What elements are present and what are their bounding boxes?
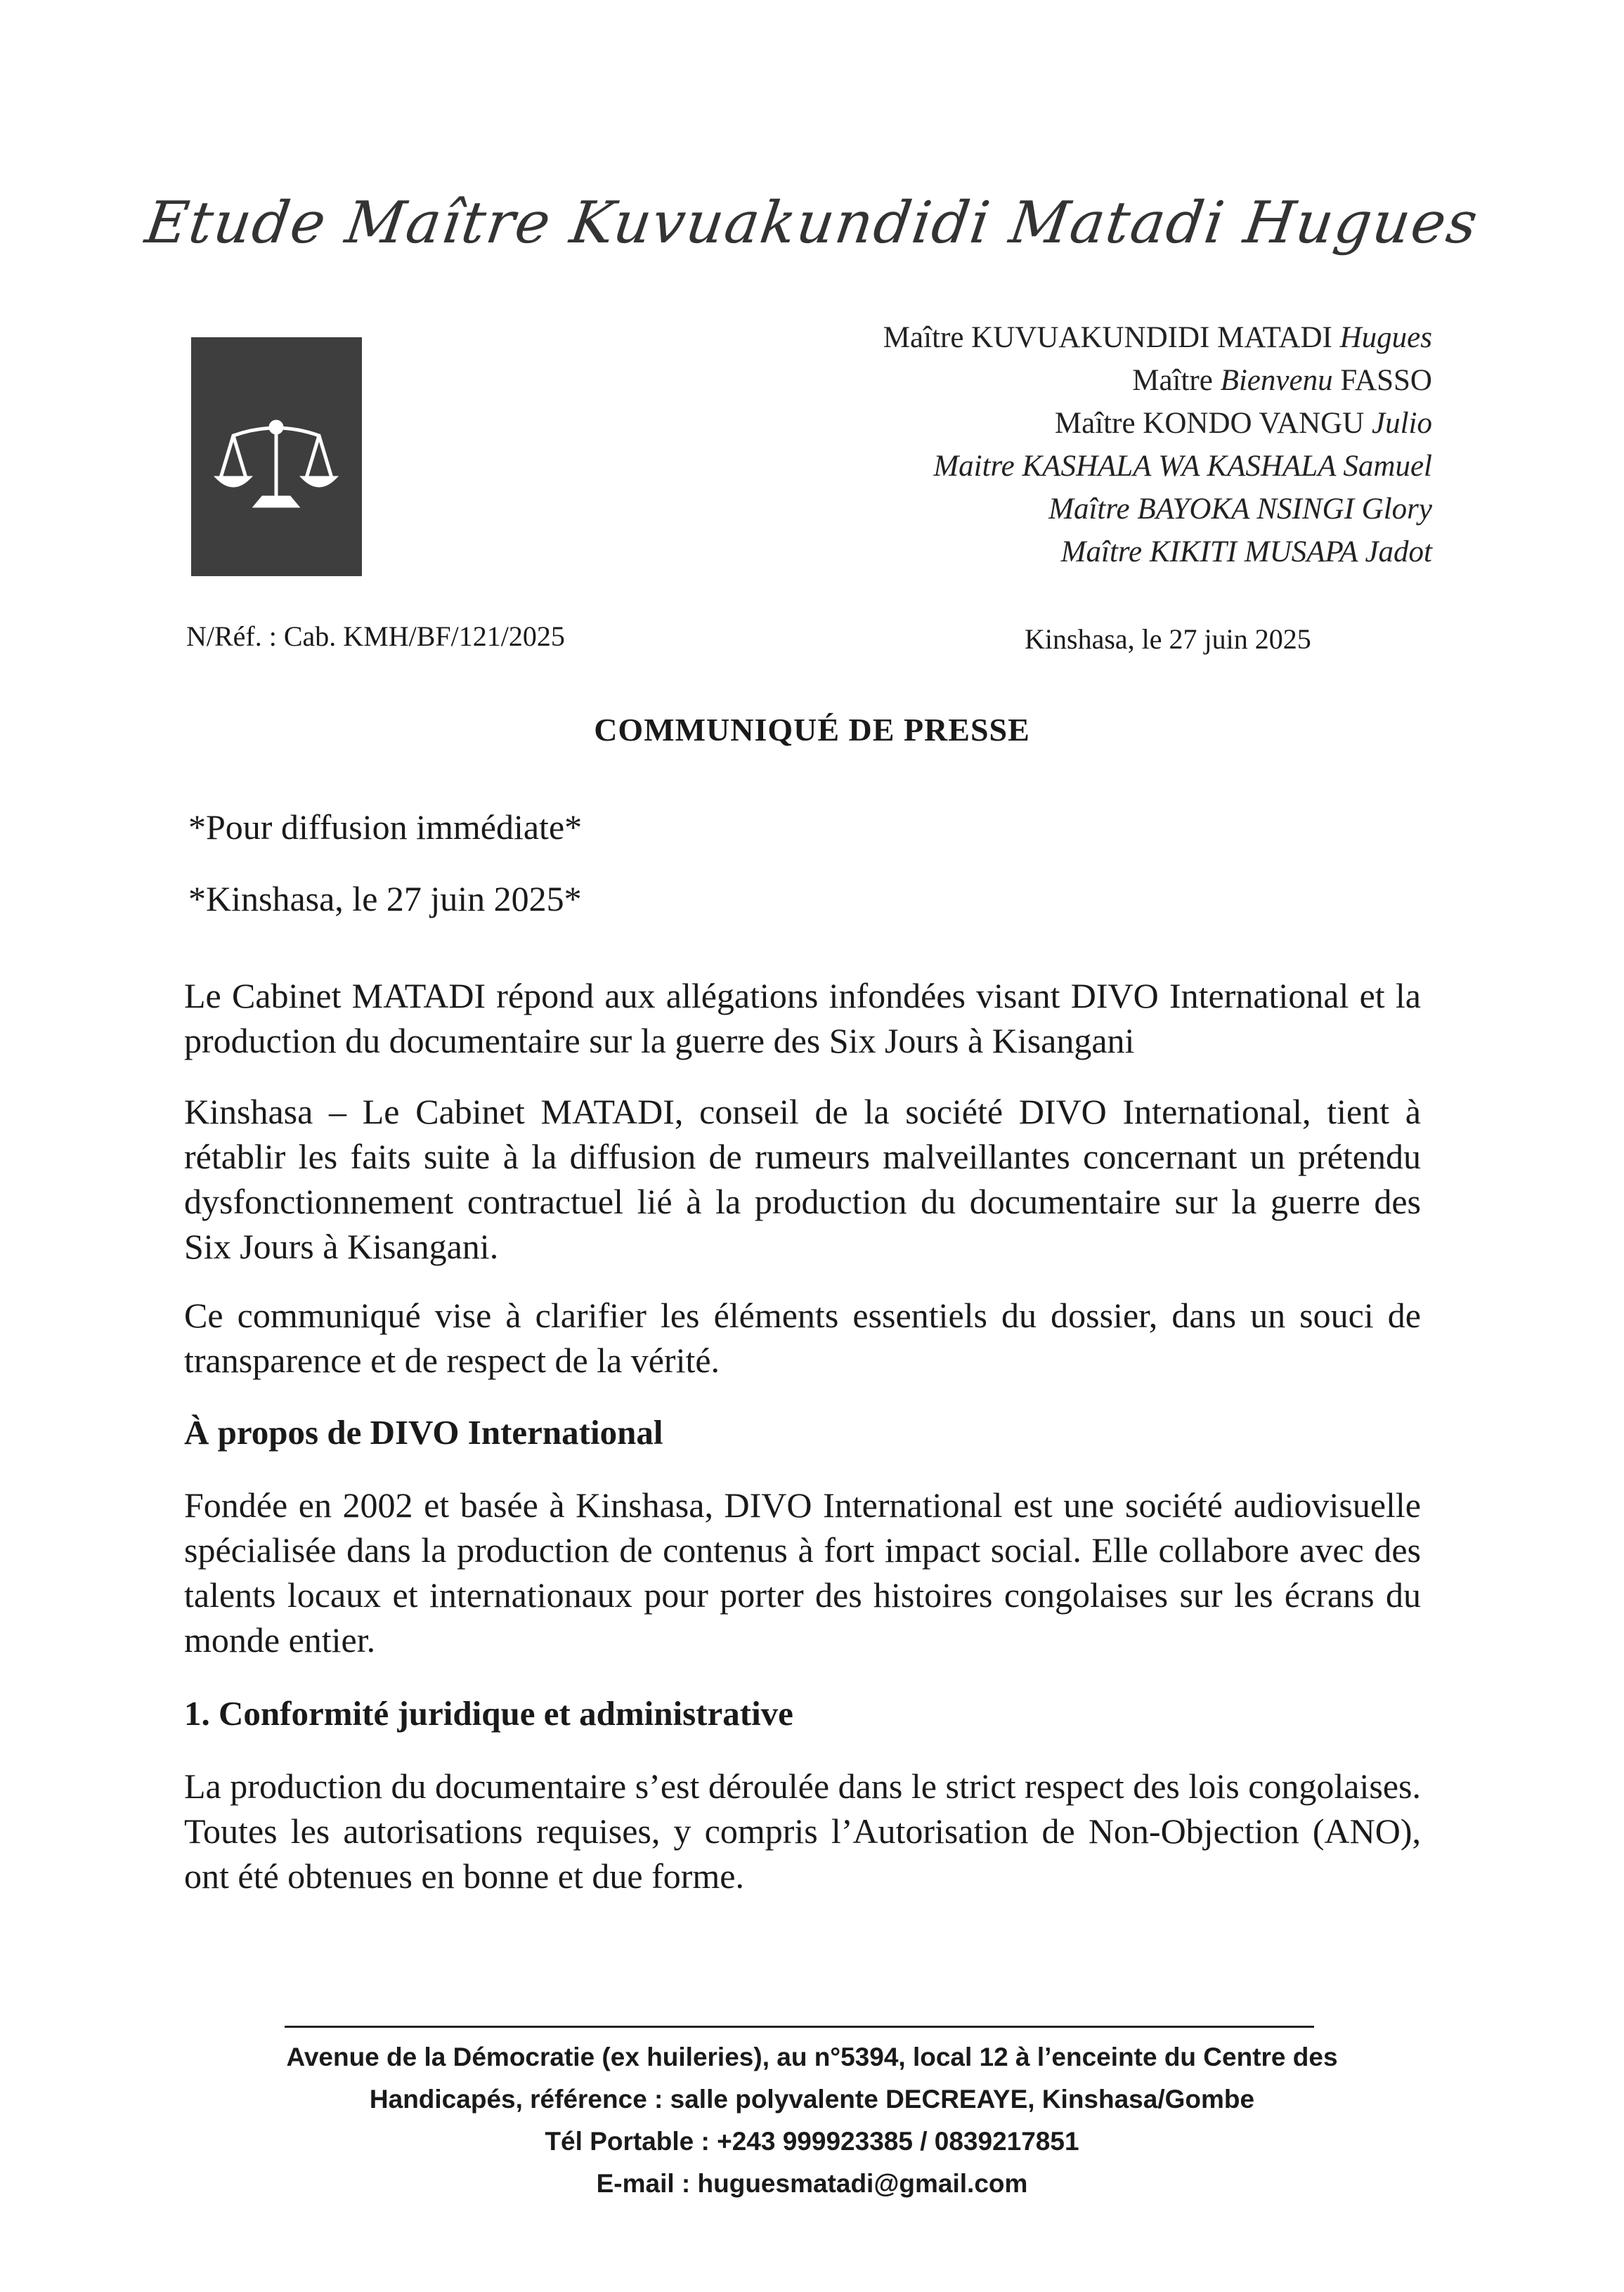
lawyer-title: Maître <box>1060 535 1143 568</box>
lawyer-name: KUVUAKUNDIDI MATADI <box>971 321 1332 354</box>
footer-address-line-2: Handicapés, référence : salle polyvalente DECREAYE, Kinshasa/Gombe <box>369 2085 1255 2114</box>
footer-email: E-mail : huguesmatadi@gmail.com <box>596 2169 1028 2198</box>
lawyer-given-name: Glory <box>1361 493 1432 526</box>
lawyer-2 <box>883 359 1432 402</box>
paragraph-4: La production du documentaire s’est déroulée dans le strict respect des lois congolaises. Toutes les autorisations requises, y compris l’Autorisation de Non-Objection (ANO), ont été obtenues en bonne et due forme. <box>184 1766 1421 1896</box>
scales-of-justice-icon <box>191 337 362 576</box>
lawyer-1 <box>883 316 1432 359</box>
lawyer-5 <box>883 488 1432 530</box>
place-date: Kinshasa, le 27 juin 2025 <box>1025 623 1311 655</box>
paragraph-2: Ce communiqué vise à clarifier les éléments essentiels du dossier, dans un souci de transparence et de respect de la vérité. <box>184 1296 1421 1380</box>
reference-number: N/Réf. : Cab. KMH/BF/121/2025 <box>186 620 565 652</box>
lawyer-given-name: Samuel <box>1343 450 1432 483</box>
lawyer-name: KIKITI MUSAPA <box>1149 535 1358 568</box>
firm-name: Etude Maître Kuvuakundidi Matadi Hugues <box>141 190 1483 256</box>
firm-logo <box>191 337 362 576</box>
lawyer-title: Maître <box>1132 364 1213 397</box>
lawyer-name: KONDO VANGU <box>1143 407 1365 440</box>
lawyer-title: Maître <box>1048 493 1130 526</box>
section-heading-compliance: 1. Conformité juridique et administrative <box>184 1694 793 1733</box>
lawyer-name: FASSO <box>1340 364 1432 397</box>
lawyer-title: Maître <box>883 321 964 354</box>
lawyer-title: Maitre <box>933 450 1015 483</box>
intro-paragraph: Le Cabinet MATADI répond aux allégations infondées visant DIVO International et la production du documentaire sur la guerre des Six Jours à Kisangani <box>184 976 1421 1060</box>
lawyer-given-name: Jadot <box>1365 535 1432 568</box>
lawyer-title: Maître <box>1054 407 1136 440</box>
lawyer-4 <box>883 445 1432 488</box>
lawyer-given-name: Bienvenu <box>1220 364 1333 397</box>
page-title: COMMUNIQUÉ DE PRESSE <box>594 712 1030 748</box>
footer-phone: Tél Portable : +243 999923385 / 0839217851 <box>545 2127 1079 2156</box>
release-line-diffusion: *Pour diffusion immédiate* <box>188 807 583 847</box>
paragraph-1: Kinshasa – Le Cabinet MATADI, conseil de la société DIVO International, tient à rétablir les faits suite à la diffusion de rumeurs malveillantes concernant un prétendu dysfonctionnement contractuel lié à la production du documentaire sur la guerre des Six Jours à Kisangani. <box>184 1092 1421 1266</box>
section-heading-about: À propos de DIVO International <box>184 1413 663 1452</box>
lawyers-list <box>883 316 1432 573</box>
lawyer-name: KASHALA WA KASHALA <box>1022 450 1336 483</box>
lawyer-given-name: Julio <box>1372 407 1432 440</box>
lawyer-3 <box>883 402 1432 445</box>
footer <box>0 2036 1624 2205</box>
lawyer-given-name: Hugues <box>1339 321 1432 354</box>
release-line-date: *Kinshasa, le 27 juin 2025* <box>188 879 582 918</box>
lawyer-name: BAYOKA NSINGI <box>1137 493 1354 526</box>
paragraph-3: Fondée en 2002 et basée à Kinshasa, DIVO International est une société audiovisuelle spécialisée dans la production de contenus à fort impact social. Elle collabore avec des talents locaux et internationaux pour porter des histoires congolaises sur les écrans du monde entier. <box>184 1485 1421 1660</box>
footer-address-line-1: Avenue de la Démocratie (ex huileries), au n°5394, local 12 à l’enceinte du Centre des <box>286 2043 1338 2071</box>
lawyer-6 <box>883 530 1432 573</box>
footer-divider <box>285 2026 1314 2028</box>
